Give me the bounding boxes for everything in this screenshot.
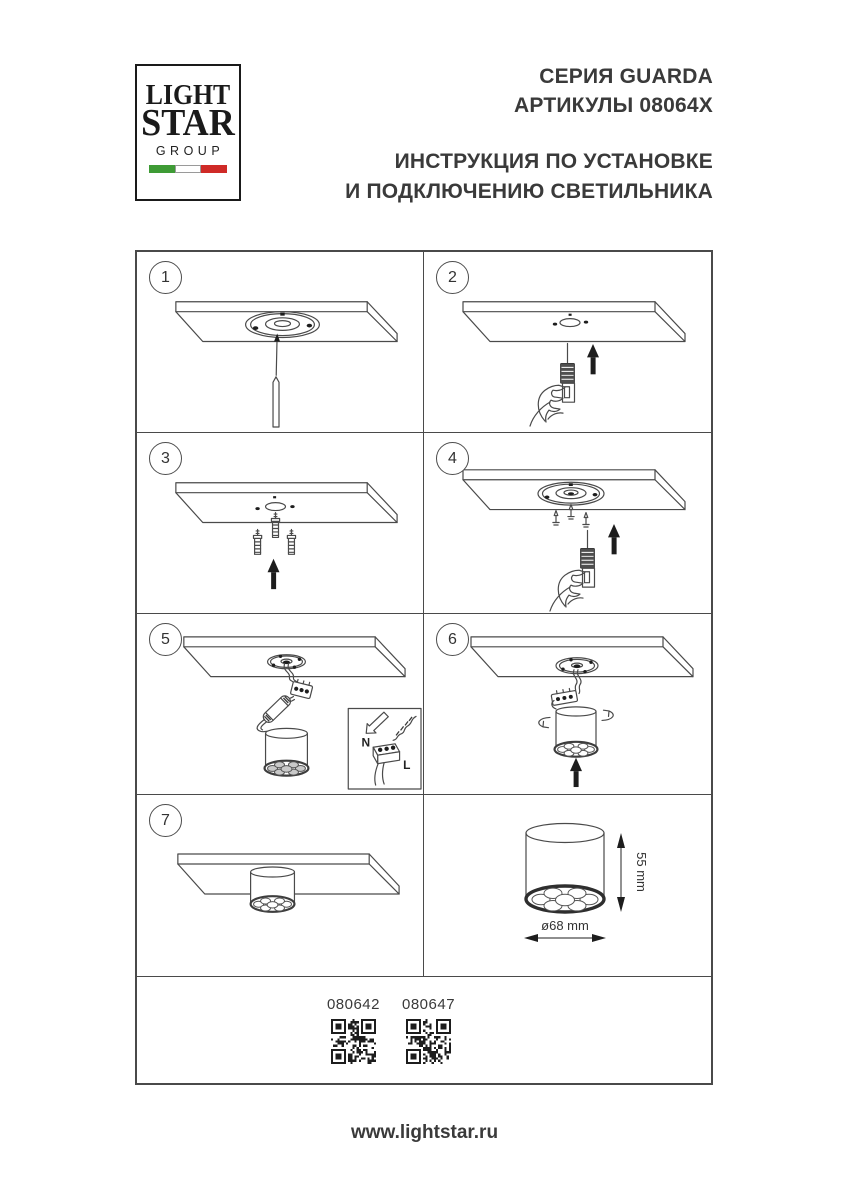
live-label: L	[403, 758, 411, 773]
article-number: 080647	[402, 996, 456, 1013]
wall-anchor-icon	[253, 529, 261, 554]
instruction-title-line1: ИНСТРУКЦИЯ ПО УСТАНОВКЕ	[394, 150, 713, 173]
step-4-cell	[424, 433, 711, 614]
website-url: www.lightstar.ru	[350, 1122, 499, 1143]
terminal-block	[551, 687, 578, 705]
pencil-icon	[273, 377, 279, 427]
step-7-badge: 7	[149, 804, 182, 837]
ceiling-panel	[176, 483, 397, 523]
mounting-plate	[268, 655, 306, 669]
drill-holes	[255, 496, 294, 510]
step-4-badge: 4	[436, 442, 469, 475]
step-3-cell	[137, 433, 424, 614]
flag-white-segment	[175, 165, 201, 173]
step-1-badge: 1	[149, 261, 182, 294]
step-6-cell	[424, 614, 711, 795]
dimensions-cell	[424, 795, 711, 977]
lightstar-logo	[135, 64, 241, 201]
logo-light-text: LIGHT	[145, 80, 231, 111]
articles-title: АРТИКУЛЫ 08064X	[514, 94, 713, 117]
hand-icon	[530, 385, 565, 426]
document-titles	[345, 62, 713, 207]
series-title: СЕРИЯ GUARDA	[539, 65, 713, 88]
up-arrow-icon	[268, 559, 280, 589]
drill-holes	[553, 314, 588, 327]
step-5-badge: 5	[149, 623, 182, 656]
lamp-cylinder	[251, 867, 295, 912]
rotation-arrow-icon	[539, 717, 550, 727]
pointer-arrow-icon	[274, 334, 280, 376]
height-dimension-arrow	[617, 833, 625, 912]
screw-icon	[553, 505, 589, 527]
italian-flag-stripe	[149, 165, 227, 173]
instruction-title-line2: И ПОДКЛЮЧЕНИЮ СВЕТИЛЬНИКА	[345, 180, 713, 203]
wall-anchor-icon	[271, 513, 279, 538]
terminal-block	[373, 744, 399, 764]
lamp-cylinder	[265, 728, 309, 775]
lamp-cylinder	[526, 824, 604, 913]
mounting-plate	[246, 312, 320, 338]
step-7-cell	[137, 795, 424, 977]
article-number: 080642	[326, 996, 380, 1013]
led-driver	[261, 694, 292, 725]
diameter-dimension-arrow	[524, 934, 606, 942]
logo-group-text: GROUP	[155, 144, 225, 158]
up-arrow-icon	[587, 344, 599, 374]
step-3-badge: 3	[149, 442, 182, 475]
step-6-badge: 6	[436, 623, 469, 656]
suspension-fitting	[561, 343, 575, 402]
rotation-arrow-icon	[602, 710, 613, 720]
qr-code	[406, 1019, 451, 1064]
suspension-fitting	[581, 530, 595, 587]
up-arrow-icon	[570, 758, 582, 787]
dimensions-drawing	[424, 795, 711, 976]
qr-group	[327, 996, 380, 1064]
ceiling-panel	[463, 302, 685, 342]
step-2-badge: 2	[436, 261, 469, 294]
flag-green-segment	[149, 165, 175, 173]
wiring-inset	[348, 708, 421, 789]
qr-codes-row	[137, 977, 711, 1083]
qr-group	[402, 996, 455, 1064]
mounting-plate	[538, 482, 604, 505]
ceiling-panel	[471, 637, 693, 677]
step-5-cell	[137, 614, 424, 795]
up-arrow-icon	[608, 524, 620, 554]
hand-icon	[550, 570, 585, 611]
steps-table	[135, 250, 713, 1085]
diameter-dimension-label: ø68 mm	[541, 918, 589, 933]
wall-anchor-icon	[287, 529, 295, 554]
qr-code	[331, 1019, 376, 1064]
flag-red-segment	[201, 165, 227, 173]
height-dimension-label: 55 mm	[634, 852, 649, 892]
step-2-cell	[424, 252, 711, 433]
neutral-label: N	[361, 735, 371, 750]
lamp-cylinder	[555, 707, 598, 757]
terminal-block	[290, 679, 313, 699]
logo-star-text: STAR	[141, 102, 235, 144]
step-1-cell	[137, 252, 424, 433]
